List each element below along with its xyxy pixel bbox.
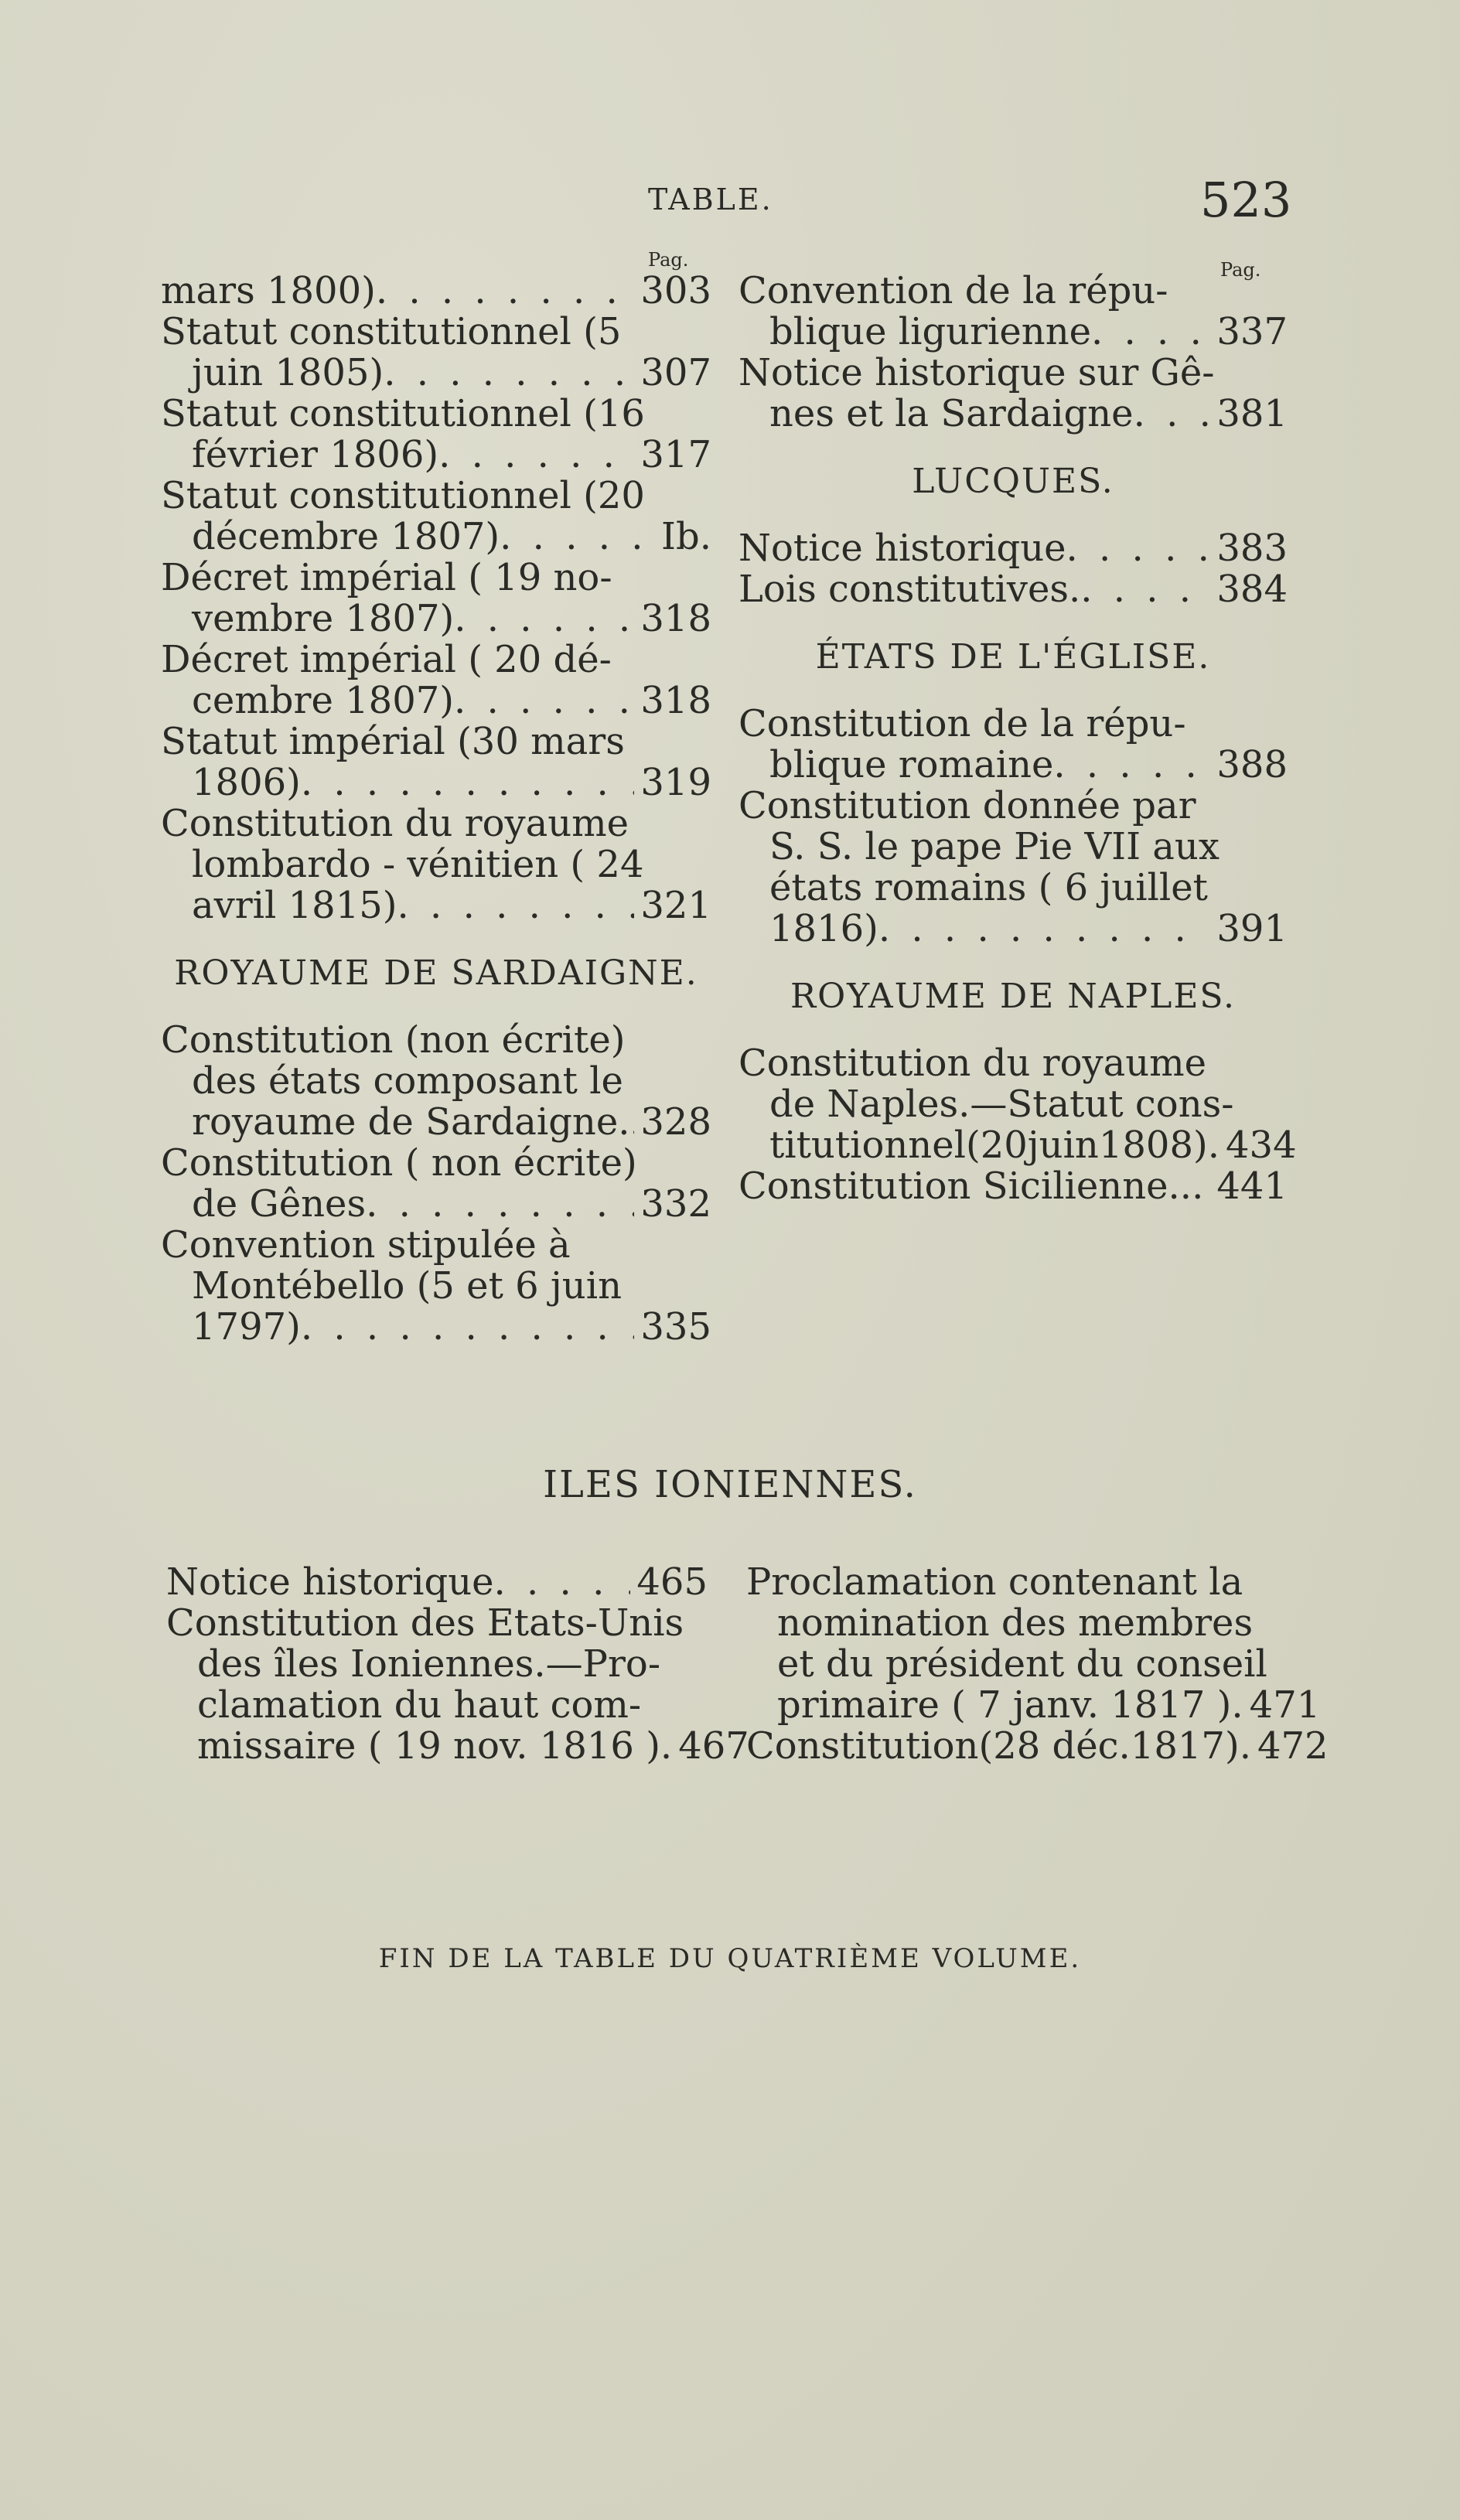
toc-entry-line <box>161 1061 711 1102</box>
toc-entry-text: des états composant le <box>192 1059 623 1103</box>
toc-entry-text: Statut constitutionnel (16 <box>161 392 645 435</box>
toc-entry-line <box>166 1562 708 1603</box>
toc-entry <box>161 394 711 476</box>
toc-page-number: 465 <box>636 1560 708 1604</box>
toc-entry-text: Constitution du royaume <box>739 1042 1207 1085</box>
toc-entry-line <box>739 312 1288 353</box>
leader-dots <box>494 1562 631 1603</box>
toc-entry-line <box>739 1166 1288 1207</box>
toc-entry-line <box>161 1143 711 1184</box>
toc-entry <box>161 476 711 558</box>
toc-entry-line <box>161 1102 711 1143</box>
toc-entry-line <box>161 517 711 558</box>
toc-entry-text: Constitution du royaume <box>161 802 629 845</box>
toc-entry-text: Décret impérial ( 19 no- <box>161 556 612 599</box>
leader-dots <box>454 598 634 639</box>
toc-entry-line <box>161 598 711 639</box>
toc-entry-text: missaire ( 19 nov. 1816 ). <box>197 1724 673 1768</box>
toc-entry <box>161 1225 711 1348</box>
toc-entry-line <box>161 476 711 517</box>
toc-entry-text: mars 1800) <box>161 269 376 312</box>
leader-dots <box>301 762 634 803</box>
toc-entry-line <box>746 1644 1288 1685</box>
toc-entry-text: Convention de la répu- <box>739 269 1168 312</box>
running-header-title: TABLE. <box>648 182 773 217</box>
toc-page-number: 471 <box>1249 1683 1321 1727</box>
toc-entry-line <box>161 721 711 762</box>
toc-entry-line <box>161 394 711 435</box>
toc-entry-line <box>166 1685 708 1726</box>
leader-dots <box>1134 394 1211 435</box>
toc-entry-text: avril 1815) <box>192 884 397 927</box>
toc-page-number: 383 <box>1216 527 1288 570</box>
toc-entry-text: Constitution de la répu- <box>739 702 1186 745</box>
toc-entry-text: Statut constitutionnel (20 <box>161 474 645 517</box>
toc-page-number: 307 <box>640 351 711 394</box>
toc-entry-text: blique romaine <box>769 743 1054 786</box>
toc-entry <box>746 1560 1321 1727</box>
toc-entry-line <box>746 1724 1329 1768</box>
toc-entry <box>739 528 1288 569</box>
toc-entry <box>166 1562 708 1603</box>
toc-entry-text: juin 1805) <box>192 351 384 394</box>
toc-entry-line <box>161 312 711 353</box>
toc-entry-text: titutionnel(20juin1808). <box>769 1124 1220 1167</box>
toc-entry-text: de Gênes <box>192 1182 367 1226</box>
toc-entry-line <box>739 271 1288 312</box>
toc-entry <box>739 1166 1288 1207</box>
toc-entry-line <box>739 745 1288 786</box>
toc-entry-text: lombardo - vénitien ( 24 <box>192 843 644 886</box>
toc-entry-text: Constitution donnée par <box>739 784 1196 827</box>
toc-page-number: 319 <box>640 761 711 804</box>
toc-page-number: 337 <box>1216 310 1288 353</box>
section-heading-sardaigne: ROYAUME DE SARDAIGNE. <box>174 953 698 993</box>
section-heading-lucques: LUCQUES. <box>912 462 1114 501</box>
leader-dots <box>500 517 655 558</box>
left-entries <box>161 271 711 926</box>
toc-page-number: 318 <box>640 597 711 640</box>
toc-entry-line <box>746 1562 1288 1603</box>
toc-entry-text: 1816) <box>769 907 878 950</box>
toc-entry <box>161 1143 711 1225</box>
toc-entry-text: Notice historique <box>739 527 1066 570</box>
toc-entry-line <box>746 1683 1321 1727</box>
toc-entry <box>746 1724 1329 1768</box>
toc-entry <box>161 558 711 639</box>
naples-entries <box>739 1042 1297 1208</box>
toc-entry <box>166 1601 749 1768</box>
leader-dots <box>1066 528 1211 569</box>
toc-page-number: 434 <box>1225 1124 1297 1167</box>
right-pag-label: Pag. <box>1220 259 1261 281</box>
toc-page-number: 388 <box>1216 743 1288 786</box>
toc-page-number: 321 <box>640 884 711 927</box>
toc-page-number: 335 <box>640 1305 711 1349</box>
toc-entry-line <box>161 558 711 598</box>
toc-entry-text: nes et la Sardaigne <box>769 392 1134 435</box>
toc-entry-line <box>739 909 1288 950</box>
toc-entry <box>739 786 1288 950</box>
toc-entry-text: Constitution Sicilienne.. <box>739 1165 1192 1208</box>
toc-page-number: 472 <box>1257 1724 1329 1768</box>
toc-page-number: 467 <box>678 1724 749 1768</box>
eglise-entries <box>739 704 1288 950</box>
toc-entry-text: Constitution (non écrite) <box>161 1018 626 1062</box>
lucques-entries <box>739 528 1288 610</box>
toc-entry-text: cembre 1807) <box>192 679 455 722</box>
toc-entry <box>739 704 1288 786</box>
toc-page-number: 317 <box>640 433 711 476</box>
toc-entry-line <box>739 394 1288 435</box>
toc-entry-line <box>739 786 1288 827</box>
end-of-table-note: FIN DE LA TABLE DU QUATRIÈME VOLUME. <box>378 1943 1082 1974</box>
leader-dots <box>384 353 634 394</box>
toc-entry <box>161 271 711 312</box>
toc-entry-line <box>161 435 711 476</box>
toc-entry-line <box>161 844 711 885</box>
leader-dots <box>1192 1166 1210 1207</box>
toc-entry-line <box>739 569 1288 610</box>
toc-entry-text: Constitution des Etats-Unis <box>166 1601 684 1645</box>
toc-entry-text: Notice historique <box>166 1560 494 1604</box>
toc-entry-line <box>166 1603 708 1644</box>
toc-page-number: 328 <box>640 1100 711 1144</box>
toc-entry-line <box>161 639 711 680</box>
toc-entry-line <box>161 885 711 926</box>
toc-entry-text: et du président du conseil <box>777 1642 1267 1686</box>
leader-dots <box>878 909 1210 950</box>
section-heading-eglise: ÉTATS DE L'ÉGLISE. <box>815 637 1211 677</box>
toc-entry-line <box>161 1307 711 1348</box>
leader-dots <box>1080 569 1210 610</box>
sardaigne-entries <box>161 1020 711 1348</box>
toc-entry <box>161 1020 711 1143</box>
leader-dots <box>454 680 634 721</box>
toc-entry <box>739 569 1288 610</box>
toc-entry-text: S. S. le pape Pie VII aux <box>769 825 1220 868</box>
left-pag-label: Pag. <box>648 249 689 271</box>
toc-entry-text: Montébello (5 et 6 juin <box>192 1264 622 1308</box>
toc-entry-line <box>166 1644 708 1685</box>
toc-entry-line <box>739 704 1288 745</box>
toc-entry-line <box>161 1266 711 1307</box>
toc-entry-text: Proclamation contenant la <box>746 1560 1243 1604</box>
leader-dots <box>366 1184 634 1225</box>
toc-page-number: 384 <box>1216 568 1288 611</box>
toc-entry-text: blique ligurienne <box>769 310 1092 353</box>
toc-entry-line <box>161 353 711 394</box>
toc-entry <box>161 312 711 394</box>
iles-left-entries <box>166 1560 749 1768</box>
toc-entry-text: Notice historique sur Gê- <box>739 351 1215 394</box>
toc-entry-line <box>161 803 711 844</box>
toc-entry-text: de Naples.—Statut cons- <box>769 1083 1234 1126</box>
toc-entry-text: février 1806) <box>192 433 439 476</box>
toc-page-number: 381 <box>1216 392 1288 435</box>
toc-entry-line <box>739 1124 1297 1167</box>
toc-entry-text: Constitution ( non écrite) <box>161 1141 637 1185</box>
leader-dots <box>397 885 635 926</box>
toc-entry-text: Lois constitutives. <box>739 568 1081 611</box>
toc-page-number: 318 <box>640 679 711 722</box>
toc-entry <box>739 1042 1297 1167</box>
toc-entry-text: Décret impérial ( 20 dé- <box>161 638 612 681</box>
toc-entry-text: nomination des membres <box>777 1601 1254 1645</box>
toc-entry <box>739 353 1288 435</box>
toc-entry-line <box>739 1043 1288 1084</box>
toc-entry-line <box>161 762 711 803</box>
toc-entry-line <box>739 868 1288 909</box>
leader-dots <box>376 271 635 312</box>
right-entries <box>739 271 1288 435</box>
toc-entry-text: clamation du haut com- <box>197 1683 642 1727</box>
toc-entry-line <box>161 1020 711 1061</box>
toc-entry-text: Constitution(28 déc.1817). <box>746 1724 1251 1768</box>
toc-entry-text: 1797) <box>192 1305 301 1349</box>
toc-entry-text: Statut impérial (30 mars <box>161 720 625 763</box>
left-column <box>161 271 711 1348</box>
toc-entry-line <box>161 1225 711 1266</box>
toc-page-number: 441 <box>1216 1165 1288 1208</box>
toc-entry-text: décembre 1807) <box>192 515 500 558</box>
leader-dots <box>1053 745 1210 786</box>
toc-entry-text: Convention stipulée à <box>161 1223 571 1267</box>
toc-entry-line <box>739 1084 1288 1125</box>
toc-page-number: 391 <box>1216 907 1288 950</box>
page-number: 523 <box>1200 172 1292 228</box>
toc-entry-text: Statut constitutionnel (5 <box>161 310 622 353</box>
toc-entry-text: des îles Ioniennes.—Pro- <box>197 1642 661 1686</box>
toc-entry-text: vembre 1807) <box>192 597 455 640</box>
toc-page-number: 332 <box>640 1182 711 1226</box>
leader-dots <box>438 435 634 476</box>
toc-entry-line <box>746 1603 1288 1644</box>
toc-page-number: Ib. <box>661 515 711 558</box>
leader-dots <box>301 1307 634 1348</box>
toc-entry <box>161 639 711 721</box>
toc-entry-line <box>739 353 1288 394</box>
toc-entry-line <box>161 271 711 312</box>
toc-entry-text: états romains ( 6 juillet <box>769 866 1208 909</box>
toc-entry <box>161 803 711 926</box>
toc-entry <box>739 271 1288 353</box>
toc-entry-line <box>739 827 1288 868</box>
leader-dots <box>1091 312 1210 353</box>
toc-page-number: 303 <box>640 269 711 312</box>
toc-entry-text: primaire ( 7 janv. 1817 ). <box>777 1683 1243 1727</box>
toc-entry-line <box>161 680 711 721</box>
toc-entry-line <box>161 1184 711 1225</box>
toc-entry-line <box>739 528 1288 569</box>
toc-entry <box>161 721 711 803</box>
toc-entry-text: 1806) <box>192 761 301 804</box>
toc-entry-text: royaume de Sardaigne. <box>192 1100 630 1144</box>
iles-right-entries <box>746 1560 1329 1768</box>
section-heading-naples: ROYAUME DE NAPLES. <box>790 977 1236 1016</box>
section-heading-iles-ioniennes: ILES IONIENNES. <box>543 1463 917 1506</box>
toc-entry-line <box>166 1724 749 1768</box>
